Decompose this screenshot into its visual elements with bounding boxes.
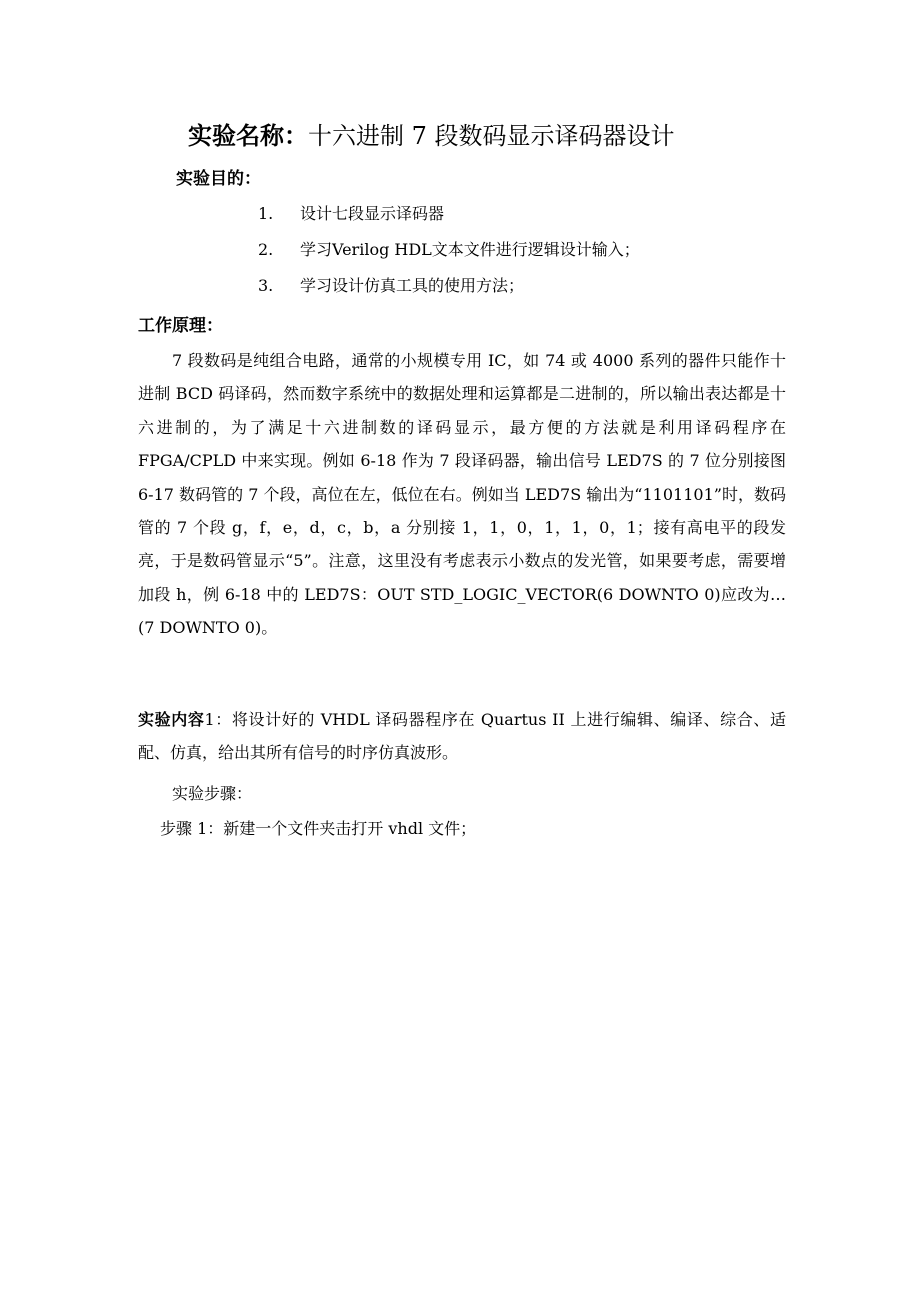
purpose-item-number: 1. — [258, 204, 274, 223]
content1-text: 1：将设计好的 VHDL 译码器程序在 Quartus II 上进行编辑、编译、综合、适配、仿真，给出其所有信号的时序仿真波形。 — [138, 710, 786, 763]
principle-paragraph: 7 段数码是纯组合电路，通常的小规模专用 IC，如 74 或 4000 系列的器件只能作十进制 BCD 码译码，然而数字系统中的数据处理和运算都是二进制的，所以输出表达都是十六进制的，为了满足十六进制数的译码显示，最方便的方法就是利用译码程序在 FPGA/CPLD 中来实现。例如 6-18 作为 7 段译码器，输出信号 LED7S 的 7 位分别接图 6-17 数码管的 7 个段，高位在左，低位在右。例如当 LED7S 输出为“1101101”时，数码管的 7 个段 g，f，e，d，c，b，a 分别接 1，1，0，1，1，0，1；接有高电平的段发亮，于是数码管显示“5”。注意，这里没有考虑表示小数点的发光管，如果要考虑，需要增加段 h，例 6-18 中的 LED7S：OUT STD_LOGIC_VECTOR(6 DOWNTO 0)应改为…(7 DOWNTO 0)。 — [138, 351, 786, 638]
purpose-item — [258, 272, 640, 308]
purpose-item-text: 学习设计仿真工具的使用方法； — [300, 276, 525, 295]
purpose-item-text: 设计七段显示译码器 — [300, 204, 445, 223]
content1-paragraph — [138, 703, 786, 770]
steps-label: 实验步骤： — [172, 784, 253, 803]
purpose-item — [258, 236, 640, 272]
purpose-item-number: 3. — [258, 276, 274, 295]
purpose-heading: 实验目的： — [176, 169, 261, 189]
purpose-item — [258, 200, 640, 236]
step-1-text: 步骤 1：新建一个文件夹击打开 vhdl 文件； — [160, 819, 477, 838]
title-label: 实验名称： — [188, 121, 308, 150]
purpose-item-text: 学习Verilog HDL文本文件进行逻辑设计输入； — [300, 240, 640, 259]
title-text: 十六进制 7 段数码显示译码器设计 — [308, 122, 675, 150]
experiment-title — [188, 118, 675, 154]
purpose-list — [258, 200, 640, 308]
content1-label: 实验内容 — [138, 710, 205, 729]
principle-heading: 工作原理： — [138, 316, 223, 336]
purpose-item-number: 2. — [258, 240, 274, 259]
